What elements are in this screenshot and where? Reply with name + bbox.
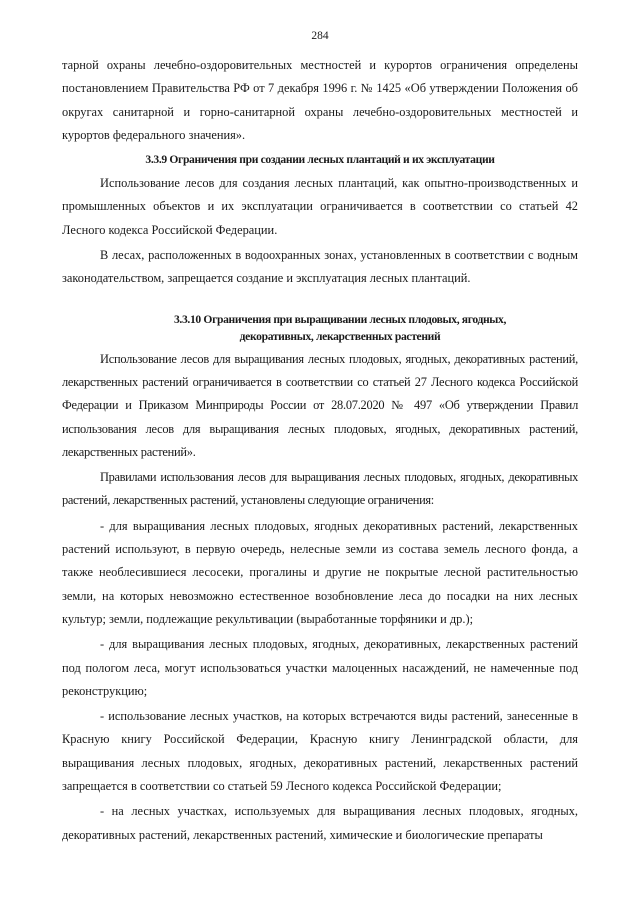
list-item-nonforest-lands: - для выращивания лесных плодовых, ягодных декоративных растений, лекарственных растений используют, в первую очередь, нелесные земли из состава земель лесного фонда, а также необлесившиеся лесосеки, прогалины и другие не покрытые лесной растительностью земли, на которых невозможно естественное возобновление леса до посадки на них лесных культур; земли, подлежащие рекультивации (выработанные торфяники и др.); [62, 518, 578, 626]
paragraph-water-protection: В лесах, расположенных в водоохранных зонах, установленных в соответствии с водным законодательством, запрещается создание и эксплуатация лесных плантаций. [62, 248, 578, 286]
paragraph-rules: Правилами использования лесов для выращивания лесных плодовых, ягодных, декоративных растений, лекарственных растений, установлены следующие ограничения: [62, 470, 578, 508]
paragraph-usage: Использование лесов для выращивания лесных плодовых, ягодных, декоративных растений, лекарственных растений ограничивается в соответствии со статьей 27 Лесного кодекса Российской Федерации и Приказом Минприроды России от 28.07.2020 № 497 «Об утверждении Правил использования лесов для выращивания лесных плодовых, ягодных, декоративных растений, лекарственных растений». [62, 351, 578, 459]
section-heading-3-3-10 [62, 311, 578, 345]
paragraph-continuation: тарной охраны лечебно-оздоровительных местностей и курортов ограничения определены постановлением Правительства РФ от 7 декабря 1996 г. № 1425 «Об утверждении Положения об округах санитарной и горно-санитарной охраны лечебно-оздоровительных местностей и курортов федерального значения». [62, 58, 578, 142]
page-number: 284 [311, 30, 329, 42]
list-item-under-canopy: - для выращивания лесных плодовых, ягодных, декоративных, лекарственных растений под пологом леса, могут использоваться участки малоценных насаждений, не намеченные под реконструкцию; [62, 637, 578, 698]
list-item-chemicals: - на лесных участках, используемых для выращивания лесных плодовых, ягодных, декоративных растений, лекарственных растений, химические и биологические препараты [62, 804, 578, 842]
paragraph-plantations: Использование лесов для создания лесных плантаций, как опытно-производственных и промышленных объектов и их эксплуатации ограничивается в соответствии со статьей 42 Лесного кодекса Российской Федерации. [62, 176, 578, 237]
page-content [62, 54, 578, 847]
heading-line-1: 3.3.10 Ограничения при выращивании лесных плодовых, ягодных, [173, 312, 506, 326]
section-heading-3-3-9: 3.3.9 Ограничения при создании лесных плантаций и их эксплуатации [145, 153, 495, 167]
list-item-red-book: - использование лесных участков, на которых встречаются виды растений, занесенные в Красную книгу Российской Федерации, Красную книгу Ленинградской области, для выращивания лесных плодовых, ягодных, декоративных растений, лекарственных растений запрещается в соответствии со статьей 59 Лесного кодекса Российской Федерации; [62, 709, 578, 794]
heading-line-2: декоративных, лекарственных растений [239, 329, 441, 343]
